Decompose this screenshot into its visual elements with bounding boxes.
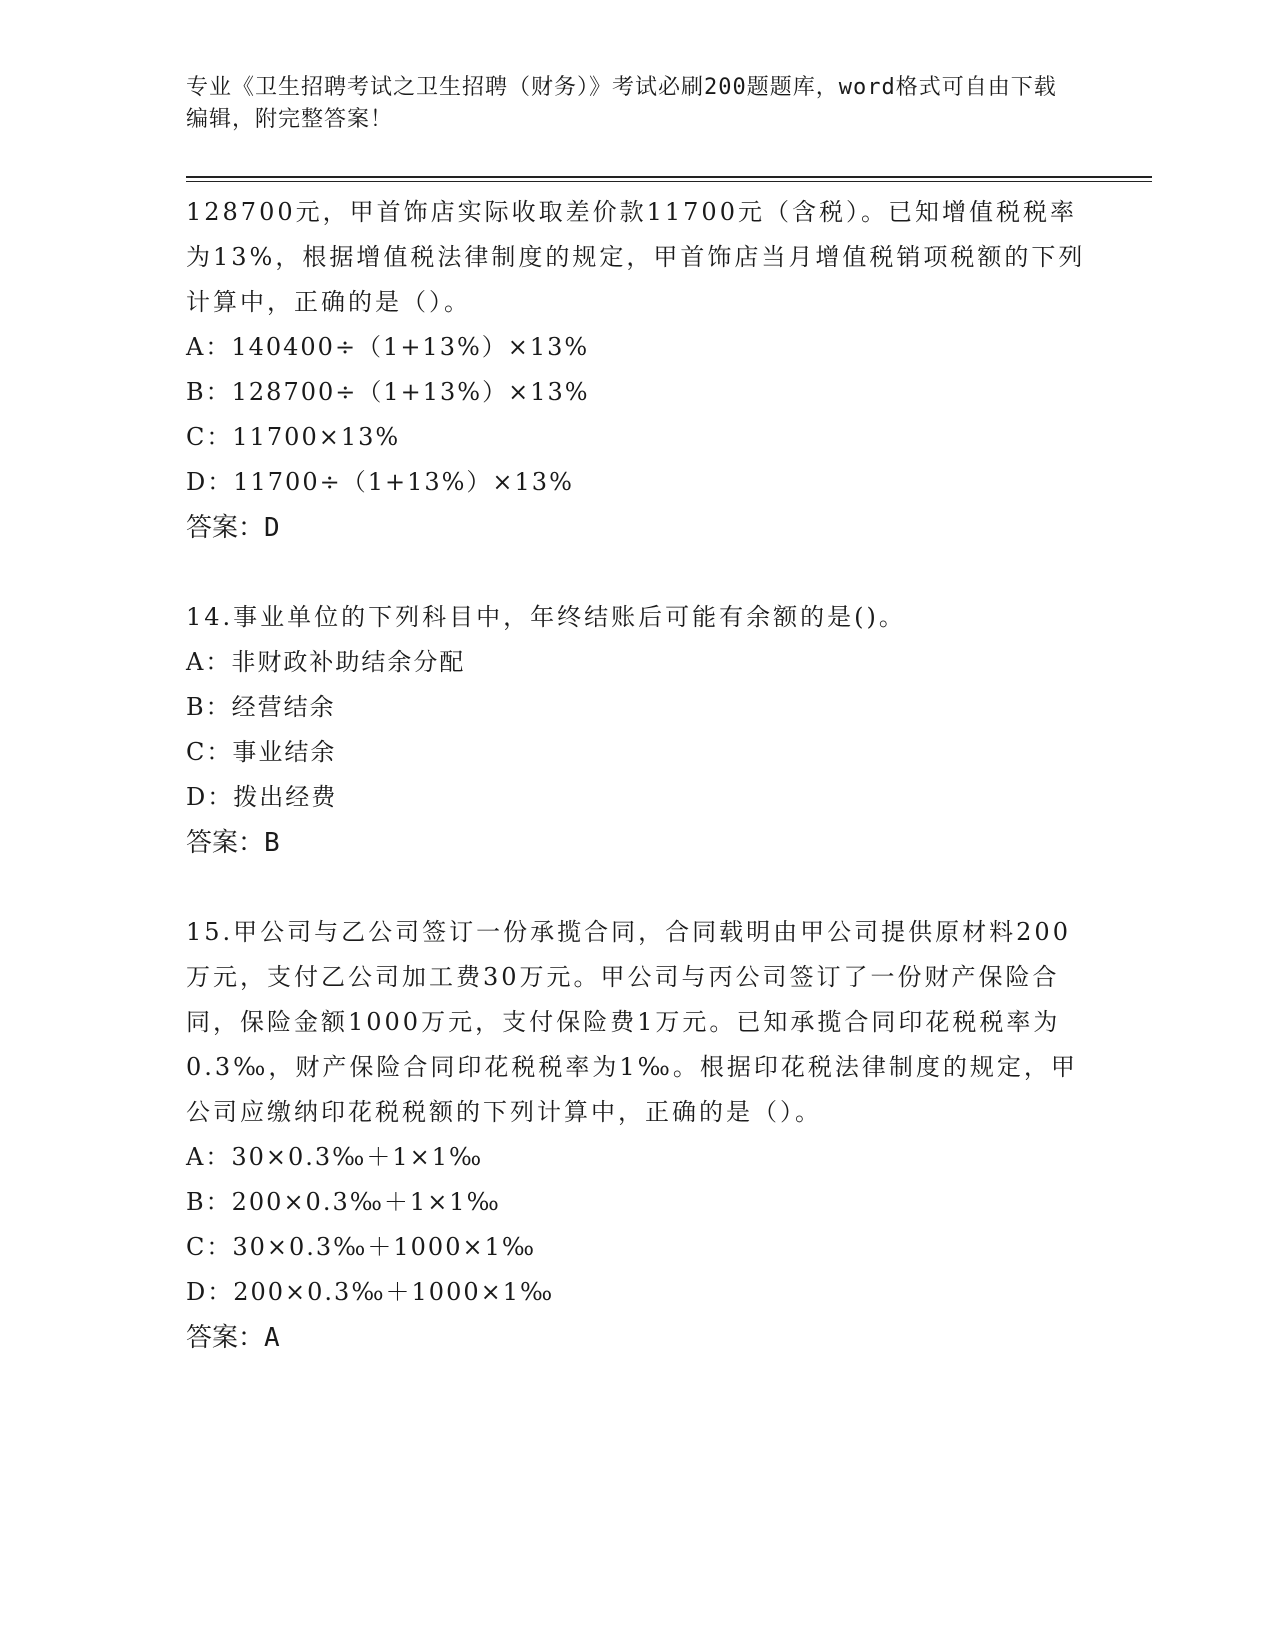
question-15-option-a: A：30×0.3‰＋1×1‰ xyxy=(186,1143,484,1171)
question-15-text: 15.甲公司与乙公司签订一份承揽合同，合同载明由甲公司提供原材料200万元，支付乙公司加工费30万元。甲公司与丙公司签订了一份财产保险合同，保险金额1000万元，支付保险费1万元。已知承揽合同印花税税率为0.3‰，财产保险合同印花税税率为1‰。根据印花税法律制度的规定，甲公司应缴纳印花税税额的下列计算中，正确的是（）。 xyxy=(186,918,1078,1126)
question-13-answer: 答案：D xyxy=(186,513,280,543)
question-13-continuation: 128700元，甲首饰店实际收取差价款11700元（含税）。已知增值税税率为13%，根据增值税法律制度的规定，甲首饰店当月增值税销项税额的下列计算中，正确的是（）。 xyxy=(186,198,1086,316)
page-header xyxy=(186,72,1146,136)
question-14-option-a: A：非财政补助结余分配 xyxy=(186,648,466,676)
question-13-block xyxy=(186,190,1086,551)
question-14-answer: 答案：B xyxy=(186,828,280,858)
question-14-option-c: C：事业结余 xyxy=(186,738,337,766)
header-divider xyxy=(186,176,1152,182)
question-13-option-b: B：128700÷（1+13%）×13% xyxy=(186,378,590,406)
question-14-option-b: B：经营结余 xyxy=(186,693,336,721)
document-title: 专业《卫生招聘考试之卫生招聘（财务）》考试必刷200题题库，word格式可自由下载编辑，附完整答案！ xyxy=(186,75,1057,132)
question-14-block xyxy=(186,595,1086,866)
question-15-option-c: C：30×0.3‰＋1000×1‰ xyxy=(186,1233,537,1261)
question-13-option-c: C：11700×13% xyxy=(186,423,401,451)
question-13-option-a: A：140400÷（1+13%）×13% xyxy=(186,333,590,361)
question-15-answer: 答案：A xyxy=(186,1323,280,1353)
document-body xyxy=(186,190,1086,1361)
question-15-option-b: B：200×0.3‰＋1×1‰ xyxy=(186,1188,501,1216)
question-14-text: 14.事业单位的下列科目中，年终结账后可能有余额的是()。 xyxy=(186,603,906,631)
question-14-option-d: D：拨出经费 xyxy=(186,783,338,811)
question-15-block xyxy=(186,910,1086,1361)
question-13-option-d: D：11700÷（1+13%）×13% xyxy=(186,468,574,496)
question-15-option-d: D：200×0.3‰＋1000×1‰ xyxy=(186,1278,555,1306)
